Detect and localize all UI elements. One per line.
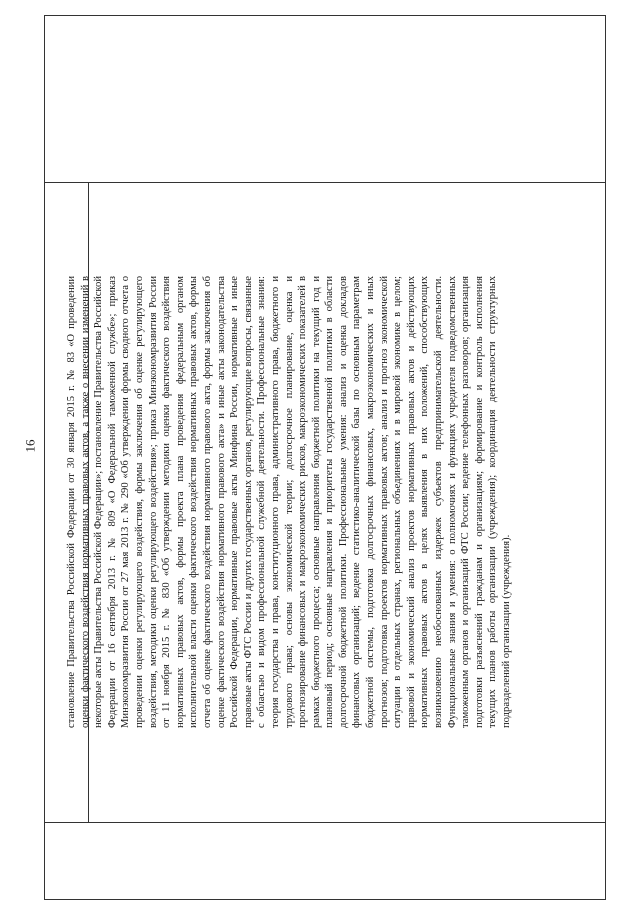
body-text-block: [65, 276, 585, 728]
page-number: 16: [22, 439, 38, 453]
text-cell: [44, 182, 606, 822]
row-divider-bottom: [44, 822, 606, 823]
body-paragraph: становление Правительства Российской Федерации от 30 января 2015 г. № 83 «О проведении оценки фактического воздействия нормативных правовых актов, а также о внесении изменений в некоторые акты Правительства Российской Федерации»; постановление Правительства Российской Федерации от 16 сентября 2013 г. № 809 «О Федеральной таможенной службе»; приказ Минэкономразвития России от 27 мая 2013 г. № 290 «Об утверждении формы сводного отчета о проведении оценки регулирующего воздействия, формы заключения об оценке регулирующего воздействия, методики оценки регулирующего воздействия»; приказ Минэкономразвития России от 11 ноября 2015 г. № 830 «Об утверждении методики оценки фактического воздействия нормативных правовых актов, формы проекта плана проведения федеральным органом исполнительной власти оценки фактического воздействия нормативных правовых актов, формы отчета об оценке фактического воздействия нормативного правового акта, формы заключения об оценке фактического воздействия нормативного правового акта» и иные акты законодательства Российской Федерации, нормативные правовые акты Минфина России, нормативные и иные правовые акты ФТС России и других государственных органов, регулирующие вопросы, связанные с областью и видом профессиональной служебной деятельности. Профессиональные знания: теория государства и права, конституционного права, административного права, бюджетного и трудового права; основы экономической теории; долгосрочное планирование, оценка и прогнозирование финансовых и макроэкономических рисков, макроэкономических показателей в рамках бюджетного процесса; основные направления бюджетной политики на текущий год и плановый период; основные направления и приоритеты государственной политики в области долгосрочной бюджетной политики. Профессиональные умения: анализ и оценка докладов финансовых организаций; ведение статистико-аналитической базы по основным параметрам бюджетной системы, подготовка долгосрочных финансовых, макроэкономических и иных прогнозов; подготовка проектов нормативных правовых актов; анализ и прогноз экономической ситуации в отдельных странах, региональных объединениях и в мировой экономике в целом; правовой и экономический анализ проектов нормативных правовых актов и действующих нормативных правовых актов в целях выявления в них положений, способствующих возникновению необоснованных издержек субъектов предпринимательской деятельности. Функциональные знания и умения: о полномочиях и функциях учредителя подведомственных таможенным органов и организаций ФТС России; ведение телефонных разговоров; организация подготовки разъяснений гражданам и организациям; формирование и контроль исполнения текущих планов работы организации (учреждения); координация деятельности структурных подразделений организации (учреждения).: [66, 276, 512, 728]
